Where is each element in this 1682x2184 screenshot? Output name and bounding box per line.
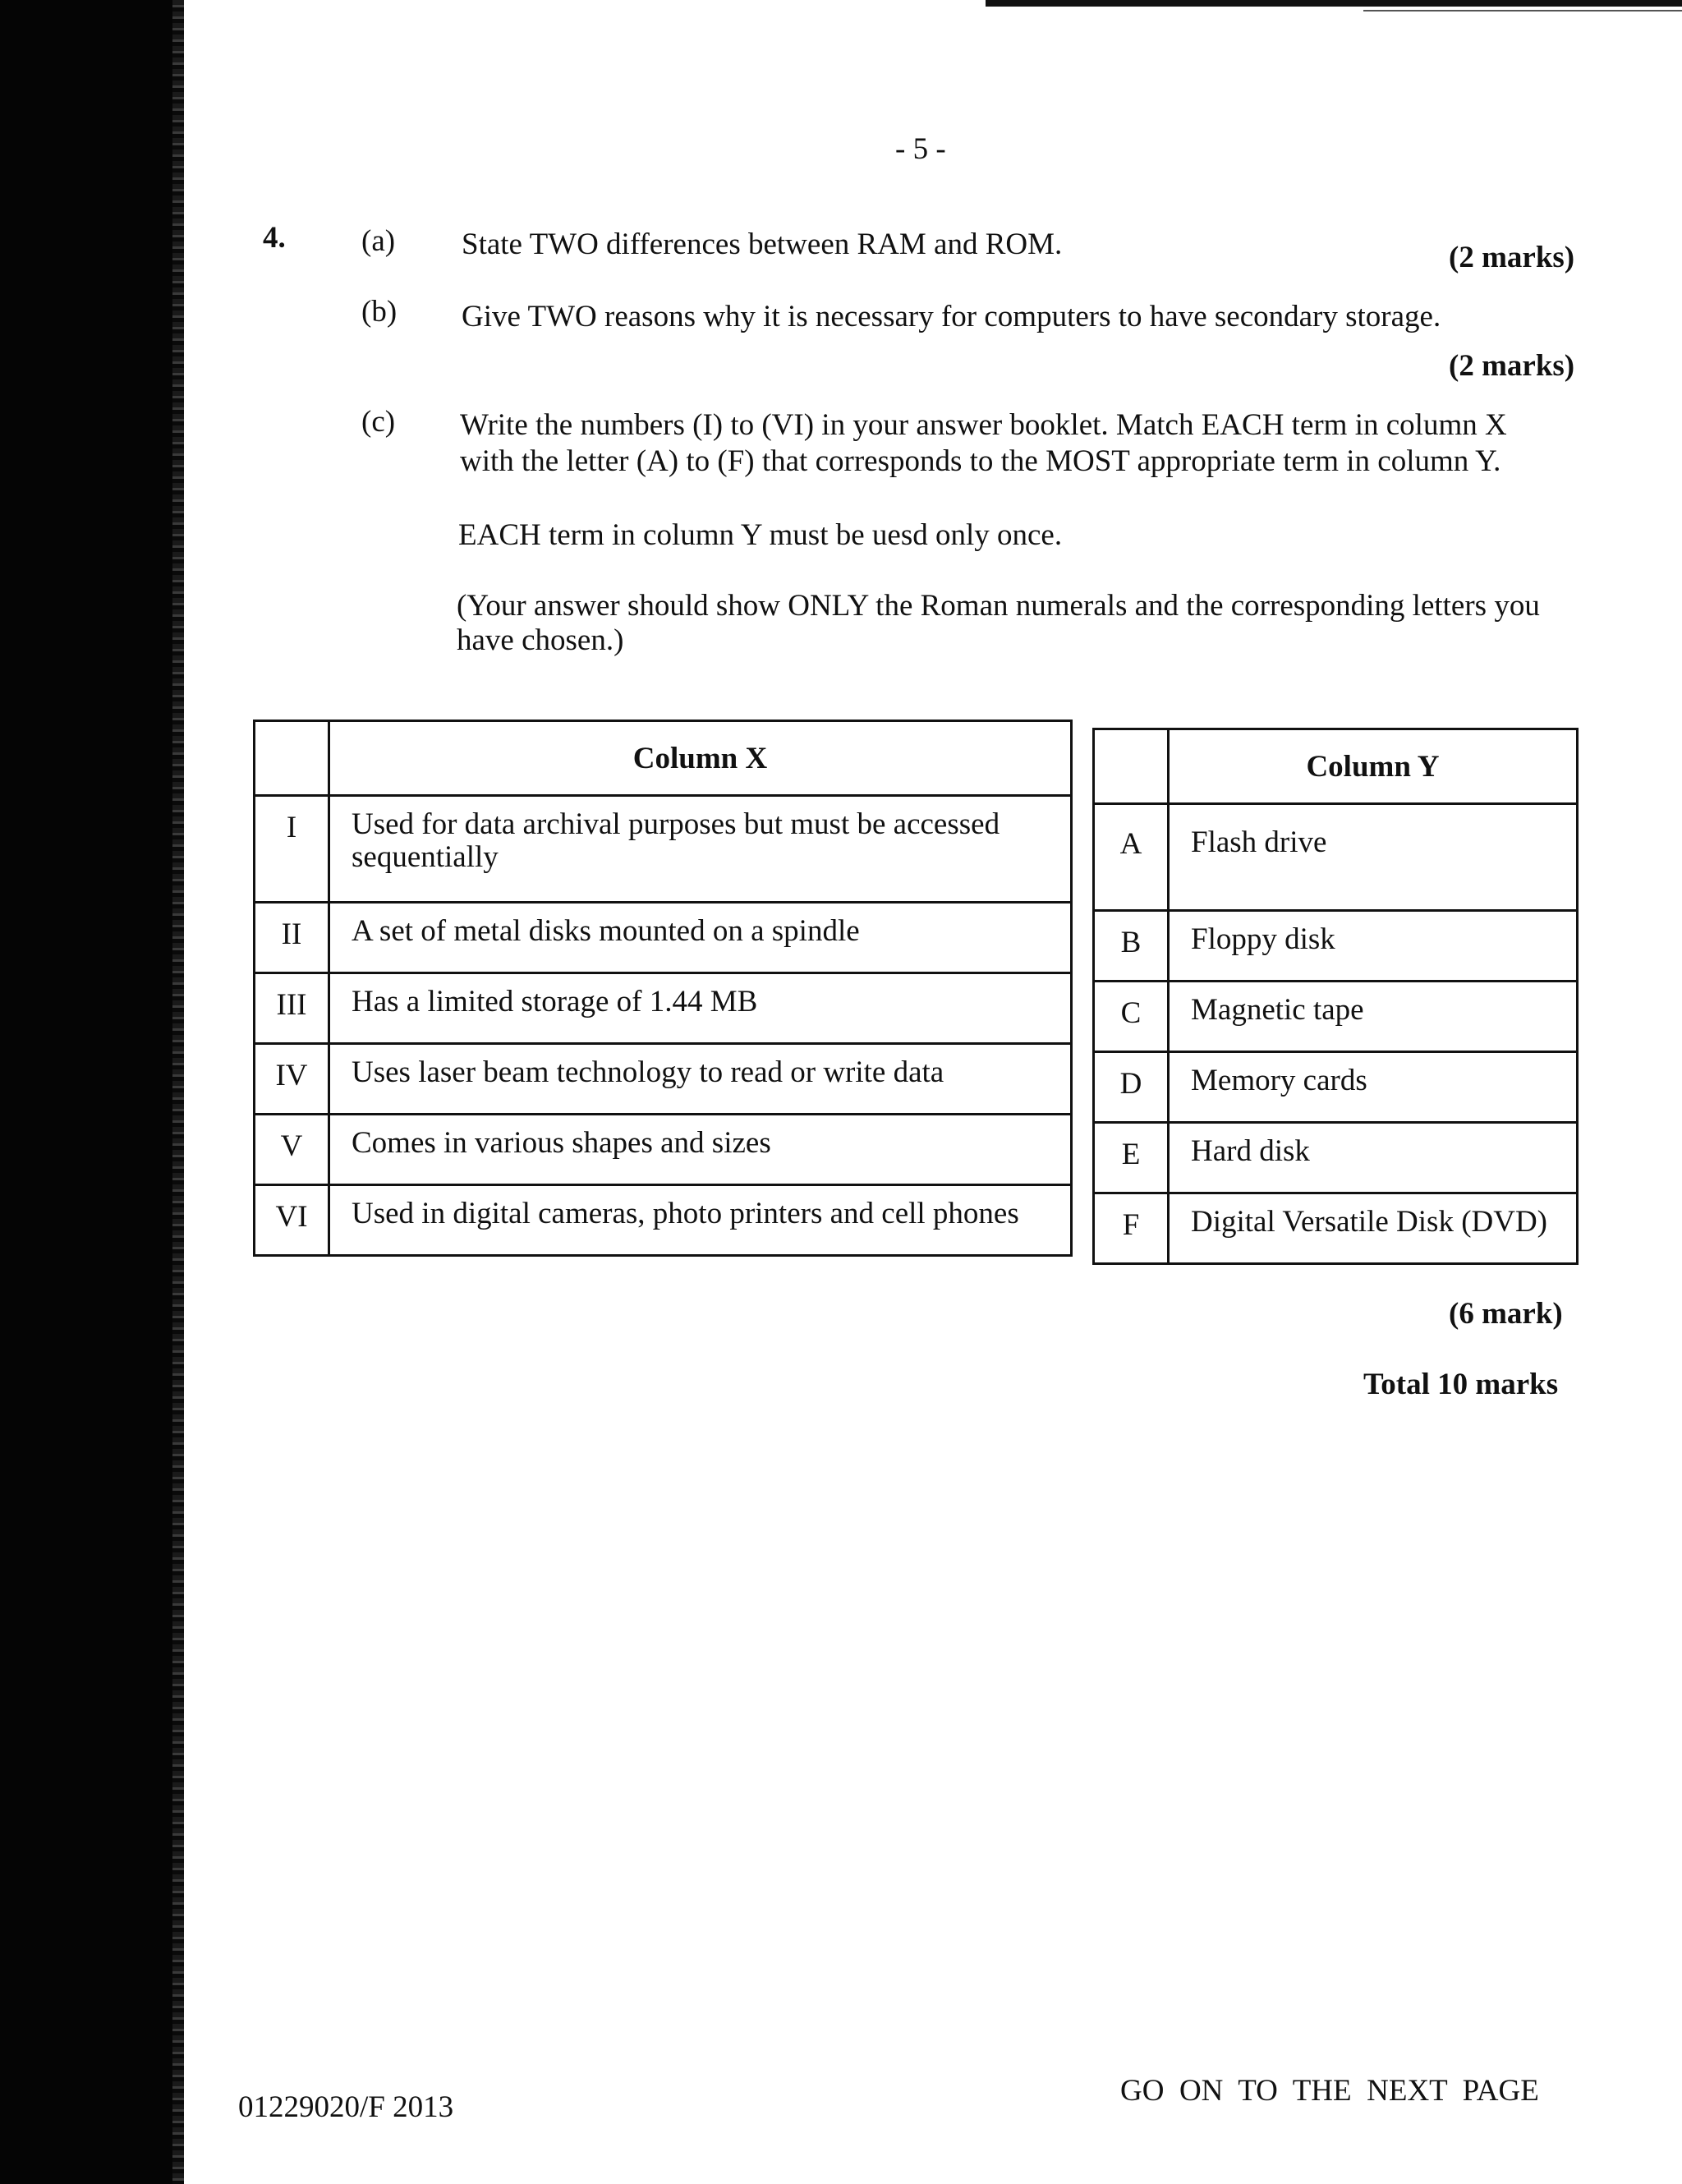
row-term: Magnetic tape: [1169, 982, 1578, 1052]
column-x-header-row: [255, 721, 1072, 796]
part-c-text-line1: Write the numbers (I) to (VI) in your answer booklet. Match EACH term in column X: [460, 408, 1507, 442]
part-c-marks: (6 mark): [1449, 1297, 1563, 1331]
column-y-header-row: [1094, 729, 1578, 804]
row-numeral: II: [255, 903, 329, 973]
row-term: Memory cards: [1169, 1052, 1578, 1123]
table-row: [1094, 911, 1578, 982]
row-letter: E: [1094, 1123, 1169, 1193]
part-a-text: State TWO differences between RAM and ROM.: [462, 228, 1063, 261]
row-term: Hard disk: [1169, 1123, 1578, 1193]
row-letter: C: [1094, 982, 1169, 1052]
table-row: [255, 1115, 1072, 1185]
question-number: 4.: [263, 221, 286, 255]
footer-paper-code: 01229020/F 2013: [238, 2090, 454, 2124]
row-numeral: IV: [255, 1044, 329, 1115]
binding-edge: [0, 0, 182, 2184]
part-a-label: (a): [361, 224, 396, 258]
row-letter: A: [1094, 804, 1169, 911]
column-x-corner-cell: [255, 721, 329, 796]
row-letter: D: [1094, 1052, 1169, 1123]
footer-next-page: GO ON TO THE NEXT PAGE: [1120, 2074, 1539, 2108]
scan-top-rule-thin: [1363, 10, 1682, 11]
row-description: [329, 796, 1072, 903]
table-row: [255, 1185, 1072, 1256]
table-row: [1094, 1052, 1578, 1123]
table-row: [1094, 1123, 1578, 1193]
part-c-label: (c): [361, 405, 396, 439]
table-row: [255, 796, 1072, 903]
row-term: Floppy disk: [1169, 911, 1578, 982]
row-description: Has a limited storage of 1.44 MB: [329, 973, 1072, 1044]
binding-edge-texture: [172, 0, 184, 2184]
total-marks: Total 10 marks: [1363, 1368, 1559, 1401]
part-a-marks: (2 marks): [1449, 241, 1575, 274]
part-b-text: Give TWO reasons why it is necessary for computers to have secondary storage.: [462, 300, 1441, 333]
part-b-label: (b): [361, 295, 398, 329]
row-description-line: sequentially: [352, 840, 499, 874]
row-numeral: III: [255, 973, 329, 1044]
row-term: Digital Versatile Disk (DVD): [1169, 1193, 1578, 1264]
table-row: [255, 1044, 1072, 1115]
part-c-note-line1: (Your answer should show ONLY the Roman numerals and the corresponding letters you: [457, 589, 1540, 623]
row-description: Used in digital cameras, photo printers and cell phones: [329, 1185, 1072, 1256]
table-row: [255, 973, 1072, 1044]
row-numeral: VI: [255, 1185, 329, 1256]
table-row: [255, 903, 1072, 973]
part-c-note-line2: have chosen.): [457, 623, 624, 657]
row-description-line: Used for data archival purposes but must be accessed: [352, 807, 1000, 841]
column-y-corner-cell: [1094, 729, 1169, 804]
row-numeral: I: [255, 796, 329, 903]
table-row: [1094, 1193, 1578, 1264]
row-letter: B: [1094, 911, 1169, 982]
column-x-header: Column X: [329, 721, 1072, 796]
row-description: Uses laser beam technology to read or write data: [329, 1044, 1072, 1115]
column-y-table: [1092, 728, 1579, 1265]
page-number: - 5 -: [895, 132, 946, 166]
table-row: [1094, 982, 1578, 1052]
row-letter: F: [1094, 1193, 1169, 1264]
column-x-table: [253, 720, 1073, 1257]
scan-top-rule: [986, 0, 1682, 7]
part-b-marks: (2 marks): [1449, 349, 1575, 383]
part-c-instruction: EACH term in column Y must be uesd only once.: [458, 518, 1063, 552]
row-numeral: V: [255, 1115, 329, 1185]
row-description: Comes in various shapes and sizes: [329, 1115, 1072, 1185]
table-row: [1094, 804, 1578, 911]
row-description: A set of metal disks mounted on a spindle: [329, 903, 1072, 973]
part-c-text-line2: with the letter (A) to (F) that corresponds to the MOST appropriate term in column Y.: [460, 444, 1501, 478]
row-term: Flash drive: [1169, 804, 1578, 911]
column-y-header: Column Y: [1169, 729, 1578, 804]
